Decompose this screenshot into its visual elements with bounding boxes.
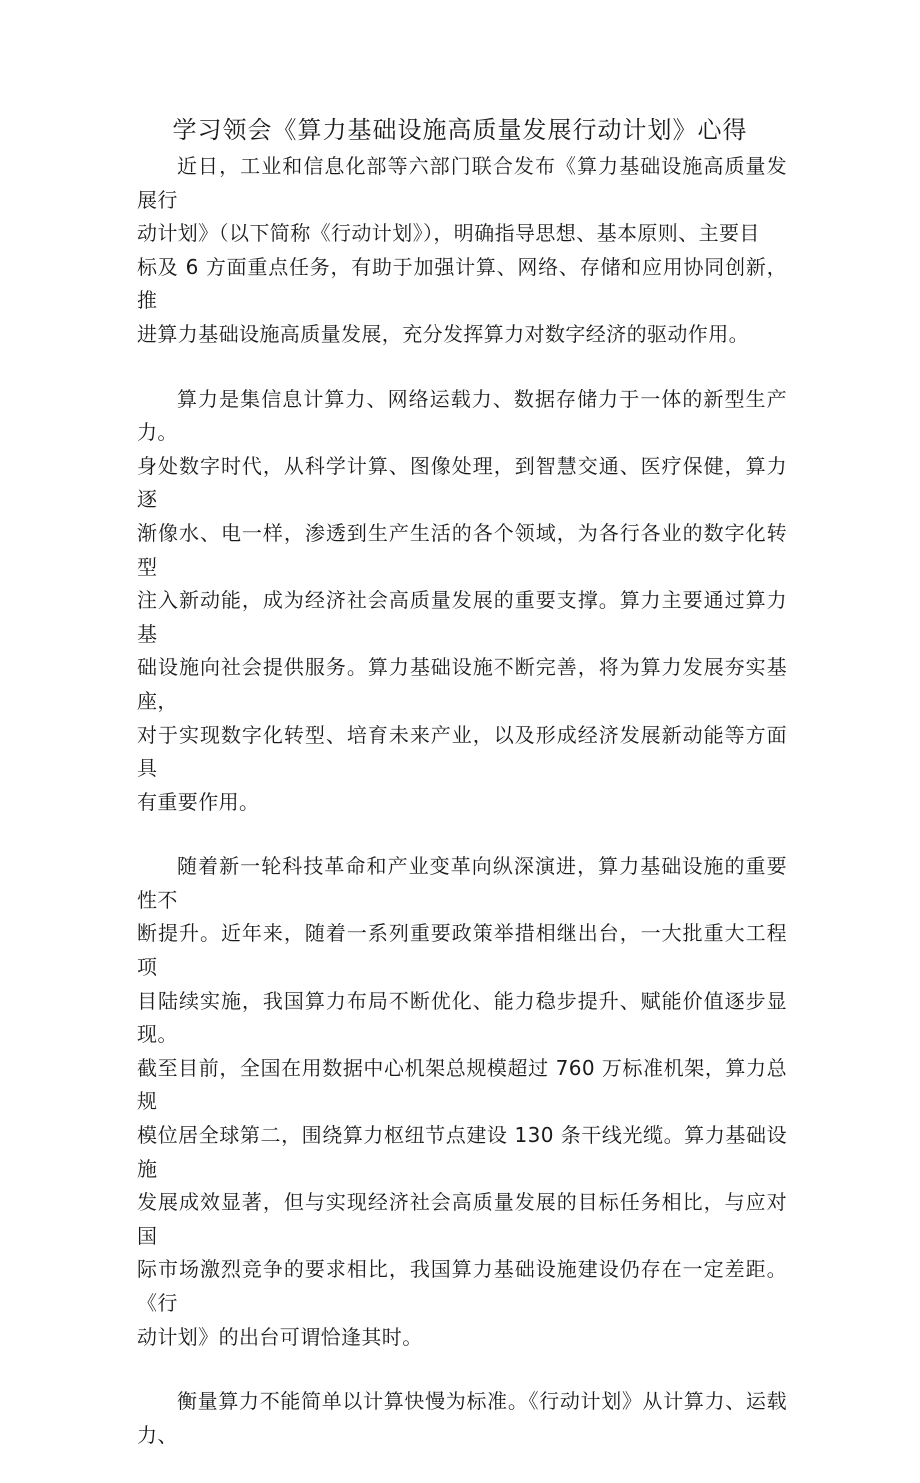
paragraph-line: 动计划》（以下简称《行动计划》），明确指导思想、基本原则、主要目	[137, 221, 760, 246]
document-body	[137, 150, 787, 1483]
paragraph-line: 近日，工业和信息化部等六部门联合发布《算力基础设施高质量发展行	[137, 154, 787, 212]
paragraph-line: 渐像水、电一样，渗透到生产生活的各个领域，为各行各业的数字化转型	[137, 520, 787, 579]
paragraph-line: 有重要作用。	[137, 789, 260, 814]
paragraph-line: 算力是集信息计算力、网络运载力、数据存储力于一体的新型生产力。	[137, 386, 787, 445]
paragraph-line: 动计划》的出台可谓恰逢其时。	[137, 1324, 423, 1349]
paragraph-line: 随着新一轮科技革命和产业变革向纵深演进，算力基础设施的重要性不	[137, 854, 787, 912]
paragraph-line: 模位居全球第二，围绕算力枢纽节点建设 130 条干线光缆。算力基础设施	[137, 1123, 787, 1181]
paragraph-2	[137, 383, 787, 820]
paragraph-line: 发展成效显著，但与实现经济社会高质量发展的目标任务相比，与应对国	[137, 1190, 787, 1248]
paragraph-line: 进算力基础设施高质量发展，充分发挥算力对数字经济的驱动作用。	[137, 321, 749, 346]
document-title: 学习领会《算力基础设施高质量发展行动计划》心得	[172, 116, 748, 144]
paragraph-line: 对于实现数字化转型、培育未来产业，以及形成经济发展新动能等方面具	[137, 722, 787, 781]
paragraph-line: 衡量算力不能简单以计算快慢为标准。《行动计划》从计算力、运载力、	[137, 1389, 787, 1447]
paragraph-line: 目陆续实施，我国算力布局不断优化、能力稳步提升、赋能价值逐步显现。	[137, 988, 787, 1047]
paragraph-line: 标及 6 方面重点任务，有助于加强计算、网络、存储和应用协同创新，推	[137, 254, 787, 313]
paragraph-3	[137, 850, 787, 1354]
paragraph-line: 断提升。近年来，随着一系列重要政策举措相继出台，一大批重大工程项	[137, 921, 787, 980]
paragraph-line: 础设施向社会提供服务。算力基础设施不断完善，将为算力发展夯实基座，	[137, 655, 787, 713]
paragraph-line: 截至目前，全国在用数据中心机架总规模超过 760 万标准机架，算力总规	[137, 1055, 787, 1114]
paragraph-line: 际市场激烈竞争的要求相比，我国算力基础设施建设仍存在一定差距。《行	[137, 1257, 787, 1315]
paragraph-line: 身处数字时代，从科学计算、图像处理，到智慧交通、医疗保健，算力逐	[137, 453, 787, 512]
paragraph-line: 注入新动能，成为经济社会高质量发展的重要支撑。算力主要通过算力基	[137, 588, 787, 646]
paragraph-1	[137, 150, 787, 352]
paragraph-4	[137, 1385, 787, 1452]
